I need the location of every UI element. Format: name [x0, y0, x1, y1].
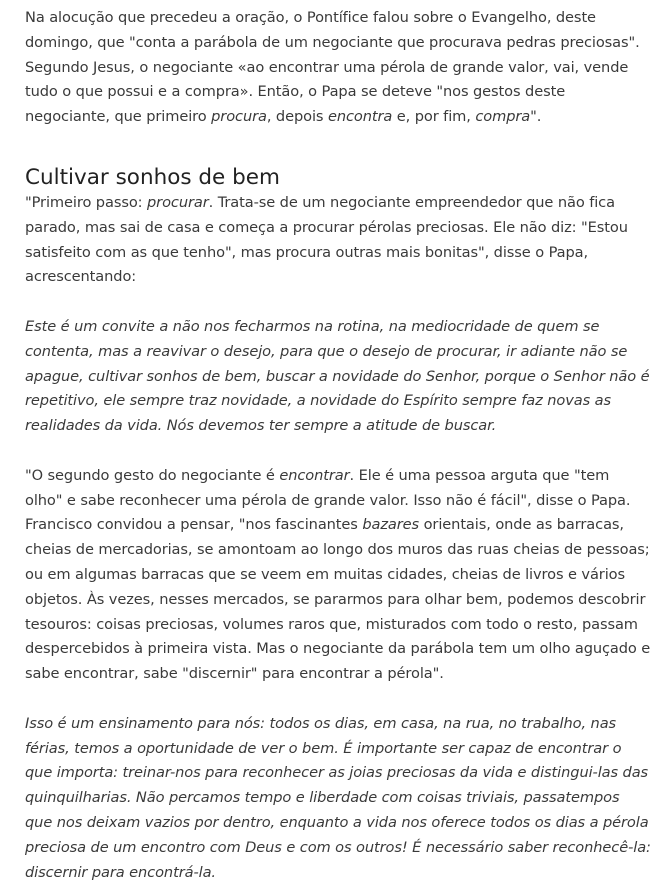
text-run: , depois: [266, 108, 328, 126]
first-step-paragraph: [25, 191, 651, 290]
text-run: "O segundo gesto do negociante é: [25, 466, 280, 484]
emphasis-encontrar: encontrar: [279, 466, 350, 484]
emphasis-encontra: encontra: [327, 108, 393, 126]
quote-paragraph-1: Este é um convite a não nos fecharmos na rotina, na mediocridade de quem se contenta, mas a reavivar o desejo, para que o desejo de procurar, ir adiante não se apague, cultivar sonhos de bem, buscar a novidade do Senhor, porque o Senhor não é repetitivo, ele sempre traz novidade, a novidade do Espírito sempre faz novas as realidades da vida. Nós devemos ter sempre a atitude de buscar.: [25, 317, 650, 435]
emphasis-bazares: bazares: [362, 516, 420, 534]
text-run: orientais, onde as barracas, cheias de mercadorias, se amontoam ao longo dos muros das ruas cheias de pessoas; ou em algumas barracas que se veem em muitas cidades, cheias de livros e vários objetos. Às vezes, nesses mercados, se pararmos para olhar bem, podemos descobrir tesouros: coisas preciosas, volumes raros que, misturados com todo o resto, passam despercebidos à primeira vista. Mas o negociante da parábola tem um olho aguçado e sabe encontrar, sabe "discernir" para encontrar a pérola".: [25, 516, 651, 683]
text-run: . Trata-se de um negociante empreendedor que não fica parado, mas sai de casa e começa a procurar pérolas preciosas. Ele não diz: "Estou satisfeito com as que tenho", mas procura outras mais bonitas", disse o Papa, acrescentando:: [25, 193, 628, 286]
text-run: ".: [530, 108, 542, 126]
intro-paragraph: [25, 6, 651, 130]
emphasis-procurar: procurar: [147, 193, 209, 211]
text-run: Na alocução que precedeu a oração, o Pontífice falou sobre o Evangelho, deste domingo, que "conta a parábola de um negociante que procurava pedras preciosas". Segundo Jesus, o negociante «ao encontrar uma pérola de grande valor, vai, vende tudo o que possui e a compra». Então, o Papa se deteve "nos gestos deste negociante, que primeiro: [25, 9, 640, 126]
section-heading: Cultivar sonhos de bem: [25, 164, 280, 190]
second-gesture-paragraph: [25, 464, 651, 687]
quote-paragraph-2: Isso é um ensinamento para nós: todos os dias, em casa, na rua, no trabalho, nas férias, temos a oportunidade de ver o bem. É importante ser capaz de encontrar o que importa: treinar-nos para reconhecer as joias preciosas da vida e distingui-las das quinquilharias. Não percamos tempo e liberdade com coisas triviais, passatempos que nos deixam vazios por dentro, enquanto a vida nos oferece todos os dias a pérola preciosa de um encontro com Deus e com os outros! É necessário saber reconhecê-la: discernir para encontrá-la.: [25, 714, 651, 881]
text-run: . Ele é uma pessoa arguta que "tem olho" e sabe reconhecer uma pérola de grande valor. Isso não é fácil", disse o Papa. Francisco convidou a pensar, "nos fascinantes: [25, 466, 631, 534]
text-run: e, por fim,: [392, 108, 476, 126]
emphasis-procura: procura: [211, 108, 267, 126]
text-run: "Primeiro passo:: [25, 193, 148, 211]
emphasis-compra: compra: [475, 108, 531, 126]
